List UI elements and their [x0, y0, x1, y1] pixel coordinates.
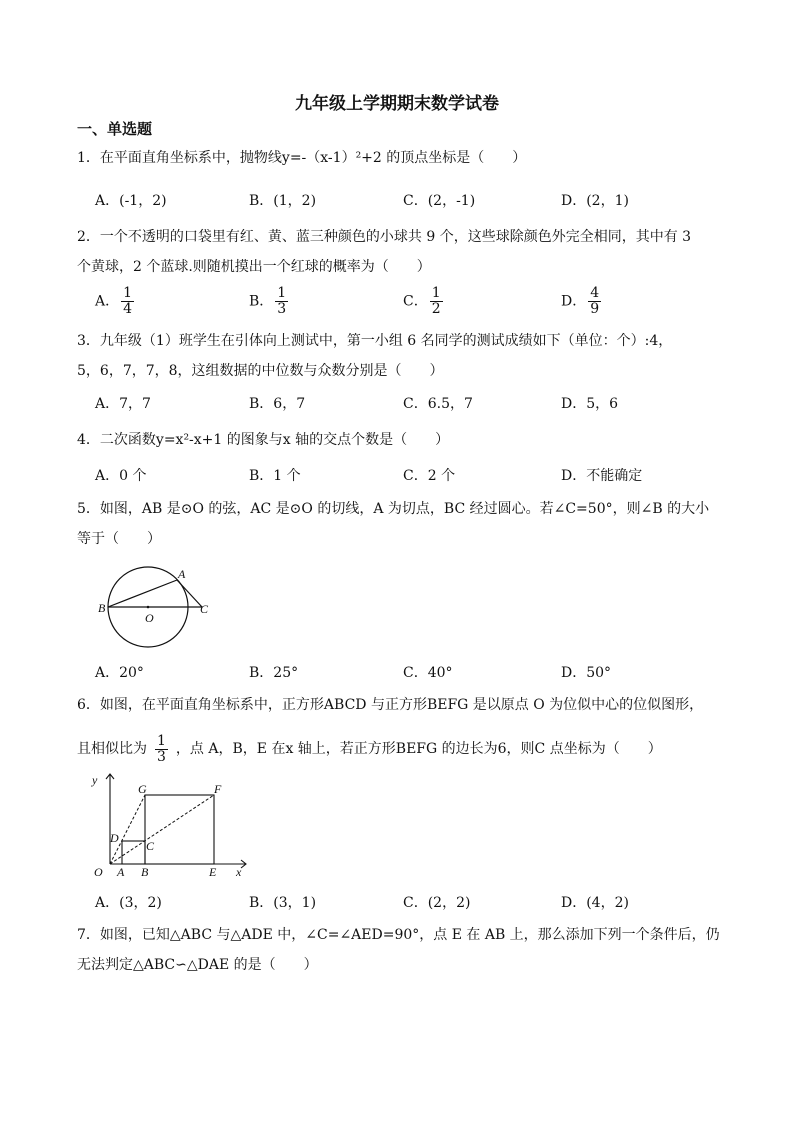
option-label: C．	[403, 293, 428, 310]
page-title: 九年级上学期期末数学试卷	[295, 94, 499, 114]
fraction-numerator: 1	[157, 732, 166, 749]
question-1-option-b[interactable]: B．(1，2)	[249, 193, 317, 209]
question-6-option-c[interactable]: C．(2，2)	[403, 895, 471, 911]
label-f: F	[214, 782, 222, 796]
fraction	[588, 286, 601, 317]
question-5-stem-line2: 等于（ ）	[77, 531, 161, 547]
question-5-stem-line1: 5．如图，AB 是⊙O 的弦，AC 是⊙O 的切线，A 为切点，BC 经过圆心。若∠C=50°，则∠B 的大小	[77, 501, 710, 517]
segment-ab	[108, 580, 177, 607]
ratio-fraction	[155, 734, 168, 765]
center-point	[147, 606, 150, 609]
label-x: x	[236, 865, 242, 879]
dashed-of	[110, 795, 214, 864]
square-abcd	[122, 841, 145, 864]
question-6-option-a[interactable]: A．(3，2)	[95, 895, 162, 911]
question-6-option-d[interactable]: D．(4，2)	[561, 895, 629, 911]
question-4-option-b[interactable]: B．1 个	[249, 468, 301, 484]
label-d: D	[110, 831, 119, 845]
question-5-option-a[interactable]: A．20°	[95, 665, 144, 681]
fraction-numerator: 1	[277, 285, 287, 301]
label-b: B	[141, 865, 149, 879]
question-5-option-c[interactable]: C．40°	[403, 665, 453, 681]
coordinate-figure	[88, 768, 258, 883]
question-2-stem-line1: 2．一个不透明的口袋里有红、黄、蓝三种颜色的小球共 9 个，这些球除颜色外完全相同，其中有 3	[77, 229, 692, 245]
label-a: A	[117, 865, 125, 879]
label-g: G	[138, 782, 147, 796]
question-3-stem-line1: 3．九年级（1）班学生在引体向上测试中，第一小组 6 名同学的测试成绩如下（单位：个）:4，	[77, 333, 673, 349]
question-5-option-b[interactable]: B．25°	[249, 665, 299, 681]
question-5-option-d[interactable]: D．50°	[561, 665, 612, 681]
segment-ac	[177, 580, 202, 607]
question-2-option-c[interactable]	[403, 286, 443, 317]
question-4-option-c[interactable]: C．2 个	[403, 468, 456, 484]
label-o: O	[94, 865, 103, 879]
fraction-denominator: 3	[277, 301, 287, 317]
question-3-option-b[interactable]: B．6，7	[249, 396, 306, 412]
question-2-option-a[interactable]	[95, 286, 134, 317]
fraction-numerator: 1	[431, 285, 441, 301]
option-label: D．	[561, 293, 587, 310]
dashed-og	[110, 795, 145, 864]
option-label: A．	[95, 293, 120, 310]
question-7-stem-line1: 7．如图，已知△ABC 与△ADE 中，∠C=∠AED=90°，点 E 在 AB 上，那么添加下列一个条件后，仍	[77, 927, 720, 943]
fraction	[430, 286, 443, 317]
question-3-option-c[interactable]: C．6.5，7	[403, 396, 473, 412]
question-2-option-b[interactable]	[249, 286, 288, 317]
stem-text: 且相似比为	[77, 741, 147, 757]
fraction-numerator: 1	[123, 285, 133, 301]
fraction-denominator: 4	[123, 301, 133, 317]
question-2-stem-line2: 个黄球，2 个蓝球.则随机摸出一个红球的概率为（ ）	[77, 259, 431, 275]
label-e: E	[209, 865, 217, 879]
label-c: C	[200, 602, 209, 616]
question-4-stem: 4．二次函数y=x²-x+1 的图象与x 轴的交点个数是（ ）	[77, 432, 450, 448]
question-1-option-d[interactable]: D．(2，1)	[561, 193, 629, 209]
question-1-option-c[interactable]: C．(2，-1)	[403, 193, 476, 209]
fraction-denominator: 2	[431, 301, 441, 317]
question-6-stem-line2	[77, 732, 662, 766]
question-3-stem-line2: 5，6，7，7，8，这组数据的中位数与众数分别是（ ）	[77, 363, 444, 379]
option-label: B．	[249, 293, 274, 310]
section-heading: 一、单选题	[77, 120, 153, 138]
question-1-stem: 1．在平面直角坐标系中，抛物线y=-（x-1）²+2 的顶点坐标是（ ）	[77, 150, 527, 166]
question-3-option-a[interactable]: A．7，7	[95, 396, 151, 412]
question-7-stem-line2: 无法判定△ABC∽△DAE 的是（ ）	[77, 957, 318, 973]
stem-text: ，点 A，B，E 在x 轴上，若正方形BEFG 的边长为6，则C 点坐标为（ ）	[175, 741, 662, 757]
square-befg	[145, 795, 214, 864]
question-6-stem-line1: 6．如图，在平面直角坐标系中，正方形ABCD 与正方形BEFG 是以原点 O 为位似中心的位似图形，	[77, 697, 704, 713]
question-4-option-a[interactable]: A．0 个	[95, 468, 147, 484]
question-4-option-d[interactable]: D．不能确定	[561, 468, 643, 484]
label-a: A	[178, 567, 186, 581]
fraction-numerator: 4	[590, 285, 600, 301]
fraction	[121, 286, 134, 317]
question-1-option-a[interactable]: A．(-1，2)	[95, 193, 167, 209]
question-2-option-d[interactable]	[561, 286, 601, 317]
label-b: B	[98, 601, 106, 615]
circle-figure	[90, 560, 220, 660]
question-6-option-b[interactable]: B．(3，1)	[249, 895, 317, 911]
label-y: y	[92, 773, 98, 787]
fraction-denominator: 3	[157, 748, 166, 765]
label-c: C	[146, 839, 155, 853]
label-o: O	[145, 611, 154, 625]
fraction-denominator: 9	[590, 301, 600, 317]
question-3-option-d[interactable]: D．5，6	[561, 396, 619, 412]
fraction	[275, 286, 288, 317]
